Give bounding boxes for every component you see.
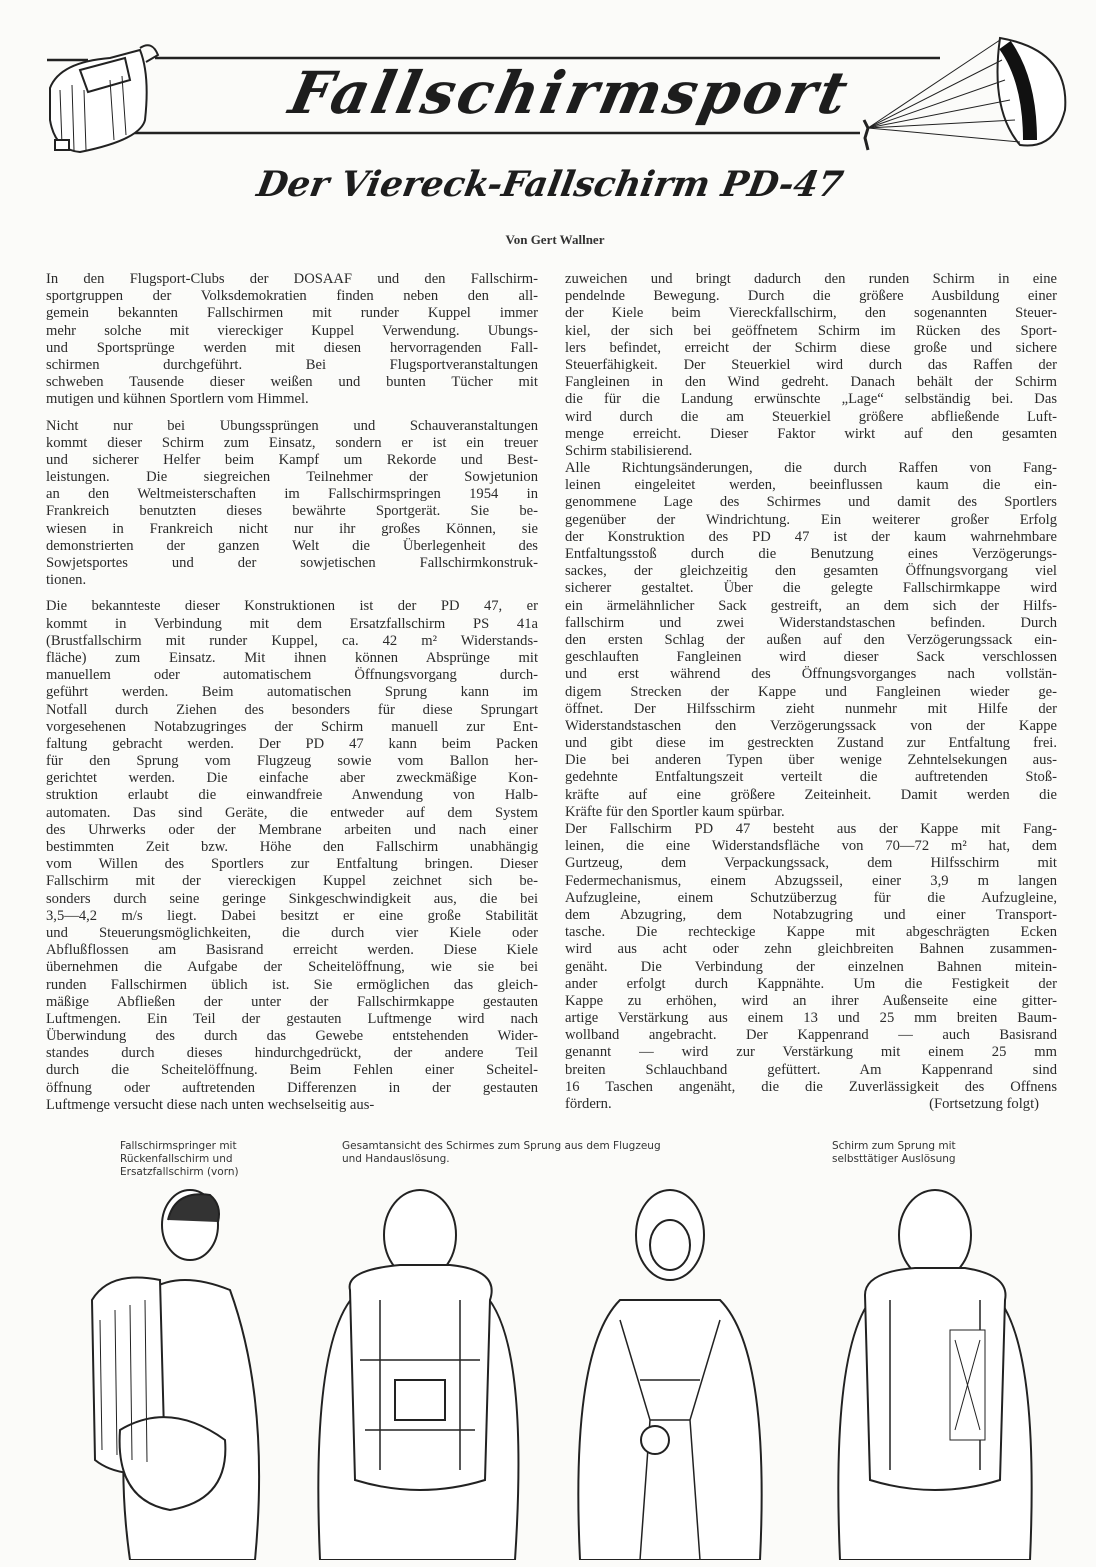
text-line: tionen.	[46, 572, 87, 589]
text-line: und Steuerungsmöglichkeiten, die durch vier Kiele oder	[46, 924, 538, 941]
text-line: fördern.	[565, 1096, 612, 1112]
text-line: Nicht nur bei Ubungssprüngen und Schauveranstaltungen	[46, 417, 538, 434]
text-line: Schirm stabilisierend.	[565, 442, 693, 459]
text-line: kräfte auf eine größere Zeiteinheit. Damit werden die	[565, 786, 1057, 803]
text-line: geschlauften Fangleinen wird dieser Sack verschlossen	[565, 649, 1057, 666]
text-line: für den Sprung vom Flugzeug sowie vom Ballon her-	[46, 753, 538, 770]
text-line: 3,5—4,2 m/s liegt. Dabei besitzt er eine große Stabilität	[46, 907, 538, 924]
text-line: öffnet. Der Hilfsschirm zieht nunmehr mit Hilfe der	[565, 700, 1057, 717]
text-line: schirmen durchgeführt. Bei Flugsportveranstaltungen	[46, 356, 538, 373]
text-line: an den Weltmeisterschaften im Fallschirmspringen 1954 in	[46, 486, 538, 503]
text-line: Entfaltungsstoß durch die Benutzung eines Verzögerungs-	[565, 546, 1057, 562]
text-line: Abflußflossen am Basisrand erreicht werden. Diese Kiele	[46, 942, 538, 959]
text-line: Sowjetsportes und der sowjetischen Fallschirmkonstruk-	[46, 555, 538, 571]
text-line: fallschirm und zwei Widerstandstaschen befinden. Durch	[565, 614, 1057, 631]
article-title: Der Viereck-Fallschirm PD-47	[253, 164, 847, 205]
text-line: sackes, der gleichzeitig den gesamten Öffnungsvorgang viel	[565, 563, 1057, 580]
caption-text: Gesamtansicht des Schirmes zum Sprung aus dem Flugzeug und Handauslösung.	[342, 1140, 661, 1165]
text-line: mehr solche mit viereckiger Kuppel Verwendung. Ubungs-	[46, 322, 538, 339]
text-line: breiten Schlauchband gefüttert. Am Kappenrand sind	[565, 1061, 1057, 1078]
text-line: die für die Landung erwünschte „Lage“ selbständig bei. Das	[565, 391, 1057, 408]
text-line: artige Verstärkung aus einem 13 und 25 mm breiten Baum-	[565, 1010, 1057, 1027]
text-line: Die bei anderen Typen über wenige Zehntelsekungen aus-	[565, 752, 1057, 769]
text-line: Alle Richtungsänderungen, die durch Raffen von Fang-	[565, 460, 1057, 477]
figure-caption-2	[342, 1140, 661, 1166]
text-line: Fangleinen in den Wind gedreht. Danach behält der Schirm	[565, 374, 1057, 391]
text-line: durch die Scheitelöffnung. Beim Fehlen einer Scheitel-	[46, 1062, 538, 1079]
text-line: mäßige Abfließen der unter der Fallschirmkappe gestauten	[46, 993, 538, 1010]
text-line: In den Flugsport-Clubs der DOSAAF und den Fallschirm-	[46, 271, 538, 287]
continuation-note: (Fortsetzung folgt)	[929, 1095, 1039, 1112]
text-line: Steuerfähigkeit. Der Steuerkiel wird durch das Raffen der	[565, 356, 1057, 373]
text-line: den ersten Schlag der außen auf den Verzögerungssack ein-	[565, 631, 1057, 648]
paragraph	[565, 460, 1057, 821]
byline: Von Gert Wallner	[505, 232, 605, 247]
text-line: demonstrierten der ganzen Welt die Überlegenheit des	[46, 537, 538, 554]
text-line: faltung gebracht werden. Der PD 47 kann beim Packen	[46, 735, 538, 752]
text-line: sportgruppen der Volksdemokratien finden neben den all-	[46, 288, 538, 305]
text-line: 16 Taschen angenäht, die die Zuverlässigkeit des Offnens	[565, 1078, 1057, 1095]
text-line: Kappe zu erhöhen, wird an ihrer Außenseite eine gitter-	[565, 992, 1057, 1009]
text-line: pendelnde Bewegung. Durch die größere Ausbildung einer	[565, 288, 1057, 305]
text-line: Kräfte für den Sportler kaum spürbar.	[565, 803, 785, 820]
text-line: standes durch dieses hindurchgedrückt, der andere Teil	[46, 1045, 538, 1062]
text-line: Federmechanismus, einem Abzugsseil, einer 3,9 m langen	[565, 872, 1057, 889]
paragraph	[46, 418, 538, 590]
text-line: kommt dieser Schirm zum Einsatz, sondern er ist ein treuer	[46, 434, 538, 451]
text-line: schweben Tausende dieser weißen und bunten Tücher mit	[46, 374, 538, 391]
text-line: leinen eingeleitet werden, beeinflussen kaum die ein-	[565, 477, 1057, 494]
text-line: leistungen. Die siegreichen Teilnehmer der Sowjetunion	[46, 469, 538, 486]
text-line: geführt werden. Beim automatischen Sprung kann im	[46, 684, 538, 701]
text-line: Luftmenge versucht diese nach unten wechselseitig aus-	[46, 1096, 375, 1113]
left-text-column	[46, 271, 538, 1123]
text-line: automaten. Das sind Geräte, die entweder auf dem System	[46, 804, 538, 821]
text-line: Gurtzeug, dem Verpackungssack, dem Hilfsschirm mit	[565, 855, 1057, 872]
paragraph	[565, 271, 1057, 460]
text-line: sonders durch seine geringe Sinkgeschwindigkeit aus, die bei	[46, 890, 538, 907]
text-line: wollband angebracht. Der Kappenrand — auch Basisrand	[565, 1027, 1057, 1044]
parachutist-front-view-figure	[578, 1190, 761, 1560]
text-line: (Brustfallschirm mit runder Kuppel, ca. 42 m² Widerstands-	[46, 632, 538, 649]
caption-text: Fallschirmspringer mit Rückenfallschirm und Ersatzfallschirm (vorn)	[120, 1140, 239, 1178]
text-line: wiesen in Frankreich nicht nur ihr großes Können, sie	[46, 520, 538, 537]
text-line: und sicherer Helfer beim Kampf um Rekorde und Best-	[46, 451, 538, 468]
figure-caption-3	[832, 1140, 956, 1166]
text-line: struktion erlaubt die einwandfreie Anwendung von Halb-	[46, 787, 538, 804]
paragraph	[565, 821, 1057, 1113]
text-line: leinen, die eine Widerstandsfläche von 70—72 m² hat, dem	[565, 838, 1057, 855]
text-line: fläche) zum Einsatz. Mit ihnen können Absprünge mit	[46, 649, 538, 666]
text-line: zuweichen und bringt dadurch den runden Schirm in eine	[565, 271, 1057, 287]
paragraph	[46, 598, 538, 1114]
right-text-column	[565, 271, 1057, 1113]
text-line: tasche. Die rechteckige Kappe mit abgeschrägten Ecken	[565, 924, 1057, 941]
section-title: Fallschirmsport	[283, 59, 857, 127]
parachutist-side-view-figure	[92, 1190, 259, 1560]
text-line: vom Willen des Sportlers zur Entfaltung bringen. Dieser	[46, 856, 538, 873]
text-line: des Uhrwerks oder der Membrane arbeiten und nach einer	[46, 821, 538, 838]
text-line: und gibt diese im gestreckten Zustand zur Entfaltung frei.	[565, 735, 1057, 752]
text-line: manuellem oder automatischem Öffnungsvorgang durch-	[46, 667, 538, 684]
text-line: digem Strecken der Kappe und Fangleinen wieder ge-	[565, 683, 1057, 700]
text-line: menge erreicht. Dieser Faktor wirkt auf den gesamten	[565, 425, 1057, 442]
parachute-canopy-icon	[864, 38, 1065, 150]
text-line: bestimmten Zeit bzw. Höhe den Fallschirm unabhängig	[46, 839, 538, 855]
parachutist-back-view-figure	[318, 1190, 518, 1560]
text-line: übernehmen die Aufgabe der Scheitelöffnung, wie sie bei	[46, 959, 538, 976]
paragraph	[46, 271, 538, 409]
text-line: der Kiele beim Viereckfallschirm, den sogenannten Steuer-	[565, 305, 1057, 322]
text-line: mutigen und kühnen Sportlern vom Himmel.	[46, 391, 309, 408]
text-line: Notfall durch Ziehen des besonders für diese Sprungart	[46, 701, 538, 718]
text-line: Überwindung des durch das Gewebe entstehenden Wider-	[46, 1028, 538, 1045]
text-line: kommt in Verbindung mit dem Ersatzfallschirm PS 41a	[46, 615, 538, 632]
text-line: Widerstandstaschen den Verzögerungssack von der Kappe	[565, 717, 1057, 734]
text-line: genommene Lage des Schirmes und damit des Sportlers	[565, 494, 1057, 511]
text-line: kiel, der sich bei geöffnetem Schirm im Rücken des Sport-	[565, 322, 1057, 339]
text-line: dem Abzugring, dem Notabzugring und einer Transport-	[565, 906, 1057, 923]
text-line: lers befindet, erreicht der Schirm diese große und sichere	[565, 339, 1057, 356]
caption-text: Schirm zum Sprung mit selbsttätiger Auslösung	[832, 1140, 956, 1165]
text-line: ein ärmelähnlicher Sack gestreift, an dem sich der Hilfs-	[565, 597, 1057, 614]
parachutist-illustrations	[0, 1180, 1096, 1560]
text-line: gemein bekannten Fallschirmen mit runder Kuppel immer	[46, 305, 538, 322]
text-line: gerichtet werden. Die einfache aber zweckmäßige Kon-	[46, 770, 538, 787]
text-line: wird aus acht oder zehn gleichbreiten Bahnen zusammen-	[565, 941, 1057, 958]
text-line: und Sportsprünge werden mit diesen hervorragenden Fall-	[46, 339, 538, 356]
text-line: gegenüber der Windrichtung. Ein weiterer großer Erfolg	[565, 511, 1057, 528]
text-line: Frankreich benutzten dieses bewährte Sportgerät. Sie be-	[46, 503, 538, 520]
text-line: vorgesehenen Notabzugringes der Schirm manuell zur Ent-	[46, 718, 538, 735]
text-line: sicherer gestaltet. Über die gelegte Fallschirmkappe wird	[565, 580, 1057, 597]
text-line: genannt — wird zur Verstärkung mit einem 25 mm	[565, 1044, 1057, 1061]
parachutist-back-view-automatic-figure	[838, 1190, 1031, 1560]
text-line: öffnung oder auftretenden Differenzen in der gestauten	[46, 1079, 538, 1096]
text-line: gedehnte Entfaltungszeit verteilt die auftretenden Stoß-	[565, 769, 1057, 786]
text-line: der Konstruktion des PD 47 ist der kaum wahrnehmbare	[565, 528, 1057, 545]
text-line: ander erfolgt durch Kappnähte. Um die Festigkeit der	[565, 975, 1057, 992]
text-line: und erst während des Öffnungsvorganges nach vollstän-	[565, 666, 1057, 683]
text-line: Luftmengen. Ein Teil der gestauten Luftmenge wird nach	[46, 1010, 538, 1027]
figure-caption-1	[120, 1140, 239, 1179]
text-line: genäht. Die Verbindung der einzelnen Bahnen mitein-	[565, 958, 1057, 975]
text-line: Der Fallschirm PD 47 besteht aus der Kappe mit Fang-	[565, 821, 1057, 837]
text-line: Fallschirm mit der viereckigen Kuppel zeichnet sich be-	[46, 873, 538, 890]
text-line: Die bekannteste dieser Konstruktionen ist der PD 47, er	[46, 598, 538, 615]
text-line: Aufzugleine, einem Schutzüberzug für die Aufzugleine,	[565, 889, 1057, 906]
text-line: wird durch die am Steuerkiel größere abfließende Luft-	[565, 408, 1057, 425]
text-line: runden Fallschirmen üblich ist. Sie ermöglichen das gleich-	[46, 976, 538, 993]
